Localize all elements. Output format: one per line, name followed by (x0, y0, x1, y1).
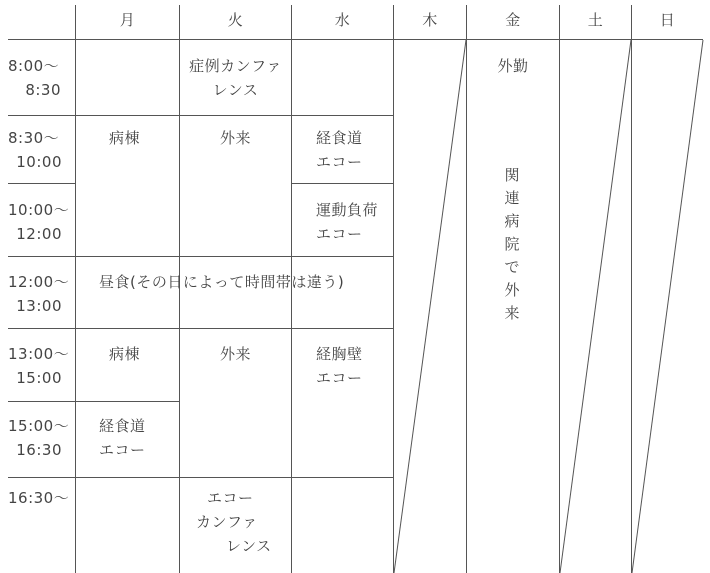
cell-tue-0830: 外来 (219, 129, 251, 147)
cell-lunch: 昼食(その日によって時間帯は違う) (99, 273, 345, 291)
cell-fri-vertical: 関 連 病 院 で 外 来 (504, 166, 520, 322)
header-day-mon: 月 (119, 11, 136, 29)
header-day-tue: 火 (227, 11, 244, 29)
header-day-sat: 土 (587, 11, 604, 29)
cell-mon-1300: 病棟 (108, 345, 140, 363)
cell-fri-top: 外勤 (497, 57, 529, 75)
time-slot: 13:00〜 15:00 (8, 345, 70, 387)
cell-tue-1300: 外来 (219, 345, 251, 363)
time-slot: 15:00〜 16:30 (8, 417, 70, 459)
time-slot: 16:30〜 (8, 489, 70, 507)
time-start: 8:00〜 8:30 (8, 57, 61, 99)
cell-wed-0830: 経食道 エコー (316, 129, 363, 171)
cell-tue-0800: 症例カンファ レンス (189, 57, 282, 99)
cell-wed-1300: 経胸壁 エコー (316, 345, 363, 387)
cell-tue-1630: エコー カンファ レンス (196, 489, 272, 555)
cell-wed-1000: 運動負荷 エコー (316, 201, 379, 243)
header-day-sun: 日 (659, 11, 676, 29)
time-slot: 12:00〜 13:00 (8, 273, 70, 315)
header-day-wed: 水 (334, 11, 351, 29)
cell-mon-0830: 病棟 (108, 129, 140, 147)
cell-mon-1500: 経食道 エコー (99, 417, 146, 459)
time-slot: 10:00〜 12:00 (8, 201, 70, 243)
header-day-thu: 木 (422, 11, 438, 29)
time-slot: 8:30〜 10:00 (8, 129, 62, 171)
header-day-fri: 金 (505, 11, 521, 29)
